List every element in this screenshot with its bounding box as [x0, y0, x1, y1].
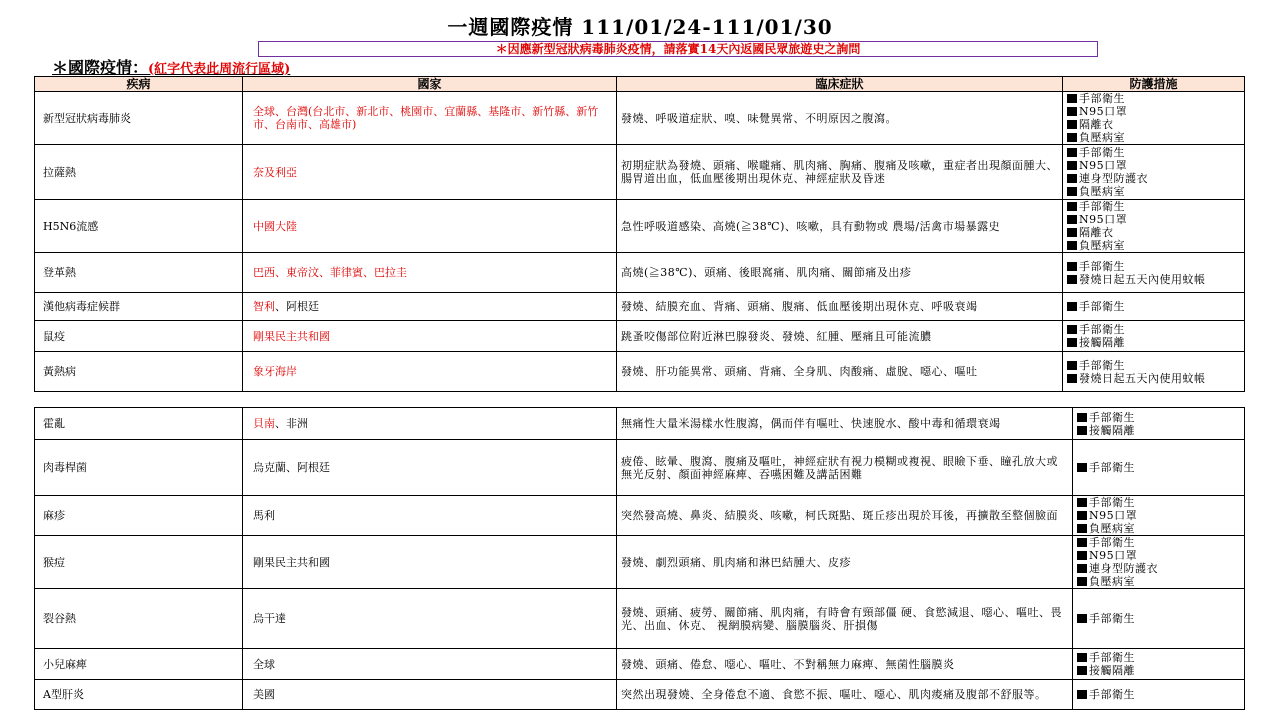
protection-item: 手部衛生: [1067, 92, 1240, 105]
bullet-square-icon: [1067, 361, 1077, 370]
bullet-square-icon: [1077, 413, 1087, 422]
protection-cell: [1073, 649, 1245, 680]
country-cell: 烏干達: [243, 589, 617, 649]
disease-cell: 拉薩熱: [35, 145, 243, 200]
protection-item: 發燒日起五天內使用蚊帳: [1067, 372, 1240, 385]
disease-cell: 霍亂: [35, 408, 243, 440]
country-cell: 巴西、東帝汶、菲律賓、巴拉圭: [243, 253, 617, 293]
protection-cell: [1073, 536, 1245, 589]
symptoms-cell: 發燒、結膜充血、背痛、頭痛、腹痛、低血壓後期出現休克、呼吸衰竭: [617, 293, 1063, 321]
bullet-square-icon: [1067, 120, 1077, 129]
country-cell: 美國: [243, 680, 617, 710]
bullet-square-icon: [1067, 275, 1077, 284]
bullet-square-icon: [1067, 241, 1077, 250]
country-cell: 貝南、非洲: [243, 408, 617, 440]
country-cell: 象牙海岸: [243, 352, 617, 392]
disease-cell: 肉毒桿菌: [35, 440, 243, 496]
bullet-square-icon: [1067, 174, 1077, 183]
bullet-square-icon: [1067, 187, 1077, 196]
country-cell: 智利、阿根廷: [243, 293, 617, 321]
protection-item: 負壓病室: [1067, 239, 1240, 252]
protection-item: 隔離衣: [1067, 118, 1240, 131]
bullet-square-icon: [1067, 94, 1077, 103]
table-row: [35, 496, 1245, 536]
protection-item: 接觸隔離: [1077, 424, 1240, 437]
bullet-square-icon: [1077, 463, 1087, 472]
symptoms-cell: 跳蚤咬傷部位附近淋巴腺發炎、發燒、紅腫、壓痛且可能流膿: [617, 321, 1063, 352]
protection-item: 負壓病室: [1067, 131, 1240, 144]
protection-item: 負壓病室: [1077, 575, 1240, 588]
disease-cell: 鼠疫: [35, 321, 243, 352]
protection-item: 連身型防護衣: [1077, 562, 1240, 575]
table-row: [35, 680, 1245, 710]
bullet-square-icon: [1067, 107, 1077, 116]
country-cell: 全球、台灣(台北市、新北市、桃園市、宜蘭縣、基隆市、新竹縣、新竹市、台南市、高雄市): [243, 92, 617, 145]
country-cell: 全球: [243, 649, 617, 680]
symptoms-cell: 無痛性大量米湯樣水性腹瀉，偶而伴有嘔吐、快速脫水、酸中毒和循環衰竭: [617, 408, 1073, 440]
protection-item: 手部衛生: [1067, 323, 1240, 336]
disease-cell: 小兒麻痺: [35, 649, 243, 680]
protection-cell: [1073, 680, 1245, 710]
disease-cell: 黃熱病: [35, 352, 243, 392]
header-protection: 防護措施: [1063, 77, 1245, 92]
epidemic-table-top: [34, 76, 1245, 392]
symptoms-cell: 疲倦、眩暈、腹瀉、腹痛及嘔吐，神經症狀有視力模糊或複視、眼瞼下垂、瞳孔放大或無光反射、顏面神經麻痺、吞嚥困難及講話困難: [617, 440, 1073, 496]
country-cell: 剛果民主共和國: [243, 321, 617, 352]
protection-item: 負壓病室: [1067, 185, 1240, 198]
table-row: [35, 92, 1245, 145]
protection-cell: [1063, 253, 1245, 293]
table-row: [35, 536, 1245, 589]
protection-item: 手部衛生: [1077, 536, 1240, 549]
protection-item: 手部衛生: [1077, 688, 1240, 701]
symptoms-cell: 高燒(≧38℃)、頭痛、後眼窩痛、肌肉痛、關節痛及出疹: [617, 253, 1063, 293]
protection-item: 手部衛生: [1067, 146, 1240, 159]
protection-item: 手部衛生: [1067, 200, 1240, 213]
bullet-square-icon: [1077, 498, 1087, 507]
country-cell: 奈及利亞: [243, 145, 617, 200]
table-row: [35, 352, 1245, 392]
symptoms-cell: 發燒、頭痛、倦怠、噁心、嘔吐、不對稱無力麻痺、無菌性腦膜炎: [617, 649, 1073, 680]
symptoms-cell: 發燒、劇烈頭痛、肌肉痛和淋巴結腫大、皮疹: [617, 536, 1073, 589]
protection-cell: [1063, 321, 1245, 352]
bullet-square-icon: [1067, 338, 1077, 347]
disease-cell: H5N6流感: [35, 200, 243, 253]
section-heading-label: ＊國際疫情：: [52, 58, 149, 77]
symptoms-cell: 發燒、呼吸道症狀、嗅、味覺異常、不明原因之腹瀉。: [617, 92, 1063, 145]
country-cell: 烏克蘭、阿根廷: [243, 440, 617, 496]
bullet-square-icon: [1077, 666, 1087, 675]
protection-cell: [1063, 352, 1245, 392]
protection-item: 手部衛生: [1067, 260, 1240, 273]
protection-item: 負壓病室: [1077, 522, 1240, 535]
table-row: [35, 293, 1245, 321]
notice-banner: ＊因應新型冠狀病毒肺炎疫情，請落實14天內返國民眾旅遊史之詢問: [258, 41, 1098, 57]
disease-cell: 登革熱: [35, 253, 243, 293]
table-row: [35, 649, 1245, 680]
protection-item: 手部衛生: [1077, 461, 1240, 474]
country-cell: 剛果民主共和國: [243, 536, 617, 589]
symptoms-cell: 突然發高燒、鼻炎、結膜炎、咳嗽，柯氏斑點、斑丘疹出現於耳後，再擴散至整個臉面: [617, 496, 1073, 536]
disease-cell: 猴痘: [35, 536, 243, 589]
bullet-square-icon: [1067, 302, 1077, 311]
table-row: [35, 408, 1245, 440]
symptoms-cell: 突然出現發燒、全身倦怠不適、食慾不振、嘔吐、噁心、肌肉痠痛及腹部不舒服等。: [617, 680, 1073, 710]
table-header-row: [35, 77, 1245, 92]
section-heading-note: (紅字代表此周流行區域): [148, 62, 291, 77]
protection-item: N95口罩: [1077, 509, 1240, 522]
table-row: [35, 589, 1245, 649]
country-cell: 中國大陸: [243, 200, 617, 253]
bullet-square-icon: [1077, 551, 1087, 560]
page-title: 一週國際疫情 111/01/24-111/01/30: [447, 15, 833, 39]
bullet-square-icon: [1077, 524, 1087, 533]
bullet-square-icon: [1067, 262, 1077, 271]
bullet-square-icon: [1077, 690, 1087, 699]
protection-item: 接觸隔離: [1067, 336, 1240, 349]
disease-cell: 漢他病毒症候群: [35, 293, 243, 321]
bullet-square-icon: [1067, 215, 1077, 224]
protection-item: 發燒日起五天內使用蚊帳: [1067, 273, 1240, 286]
bullet-square-icon: [1067, 148, 1077, 157]
protection-cell: [1073, 408, 1245, 440]
protection-item: 隔離衣: [1067, 226, 1240, 239]
disease-cell: 裂谷熱: [35, 589, 243, 649]
bullet-square-icon: [1077, 538, 1087, 547]
header-disease: 疾病: [35, 77, 243, 92]
protection-item: N95口罩: [1067, 159, 1240, 172]
table-row: [35, 321, 1245, 352]
protection-item: 接觸隔離: [1077, 664, 1240, 677]
bullet-square-icon: [1077, 653, 1087, 662]
protection-cell: [1073, 496, 1245, 536]
protection-cell: [1063, 145, 1245, 200]
bullet-square-icon: [1067, 228, 1077, 237]
bullet-square-icon: [1077, 614, 1087, 623]
protection-item: 手部衛生: [1077, 612, 1240, 625]
symptoms-cell: 初期症狀為發燒、頭痛、喉嚨痛、肌肉痛、胸痛、腹痛及咳嗽，重症者出現顏面腫大、腸胃道出血，低血壓後期出現休克、神經症狀及昏迷: [617, 145, 1063, 200]
table-row: [35, 145, 1245, 200]
section-heading: [52, 59, 290, 77]
protection-item: N95口罩: [1077, 549, 1240, 562]
country-cell: 馬利: [243, 496, 617, 536]
epidemic-table-bottom: [34, 407, 1245, 710]
protection-cell: [1063, 200, 1245, 253]
protection-item: 手部衛生: [1077, 411, 1240, 424]
symptoms-cell: 發燒、頭痛、疲勞、關節痛、肌肉痛，有時會有頸部僵 硬、食慾減退、噁心、嘔吐、畏光、出血、休克、 視網膜病變、腦膜腦炎、肝損傷: [617, 589, 1073, 649]
bullet-square-icon: [1077, 577, 1087, 586]
bullet-square-icon: [1067, 374, 1077, 383]
table-row: [35, 440, 1245, 496]
bullet-square-icon: [1067, 202, 1077, 211]
disease-cell: A型肝炎: [35, 680, 243, 710]
table-row: [35, 200, 1245, 253]
bullet-square-icon: [1077, 511, 1087, 520]
disease-cell: 新型冠狀病毒肺炎: [35, 92, 243, 145]
bullet-square-icon: [1067, 161, 1077, 170]
protection-item: 連身型防護衣: [1067, 172, 1240, 185]
protection-item: 手部衛生: [1077, 496, 1240, 509]
protection-item: 手部衛生: [1067, 359, 1240, 372]
symptoms-cell: 發燒、肝功能異常、頭痛、背痛、全身肌、肉酸痛、虛脫、噁心、嘔吐: [617, 352, 1063, 392]
protection-cell: [1063, 92, 1245, 145]
protection-cell: [1073, 440, 1245, 496]
protection-item: N95口罩: [1067, 105, 1240, 118]
protection-cell: [1063, 293, 1245, 321]
protection-cell: [1073, 589, 1245, 649]
table-row: [35, 253, 1245, 293]
protection-item: 手部衛生: [1067, 300, 1240, 313]
disease-cell: 麻疹: [35, 496, 243, 536]
bullet-square-icon: [1067, 325, 1077, 334]
protection-item: 手部衛生: [1077, 651, 1240, 664]
bullet-square-icon: [1077, 564, 1087, 573]
protection-item: N95口罩: [1067, 213, 1240, 226]
symptoms-cell: 急性呼吸道感染、高燒(≧38℃)、咳嗽，具有動物或 農場/活禽市場暴露史: [617, 200, 1063, 253]
bullet-square-icon: [1067, 133, 1077, 142]
header-symptoms: 臨床症狀: [617, 77, 1063, 92]
bullet-square-icon: [1077, 426, 1087, 435]
header-country: 國家: [243, 77, 617, 92]
